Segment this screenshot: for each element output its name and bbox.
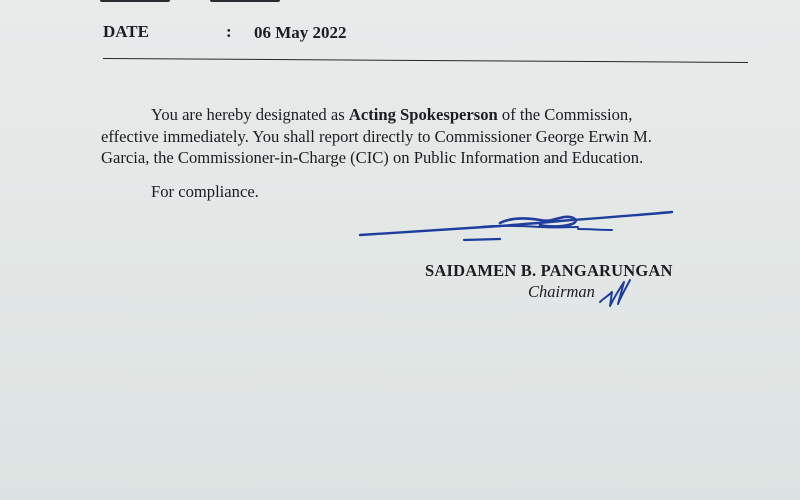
signatory-name: SAIDAMEN B. PANGARUNGAN bbox=[425, 261, 673, 280]
cropped-heading bbox=[100, 0, 340, 4]
signatory-title: Chairman bbox=[528, 282, 595, 301]
designation-title: Acting Spokesperson bbox=[348, 105, 498, 124]
body-paragraph bbox=[101, 104, 731, 169]
date-colon: : bbox=[226, 22, 232, 41]
body-line-3: Garcia, the Commissioner-in-Charge (CIC) on Public Information and Education. bbox=[101, 148, 644, 167]
cropped-heading-fragment bbox=[100, 0, 170, 2]
closing-text: For compliance. bbox=[151, 182, 259, 201]
cropped-heading-fragment bbox=[210, 0, 280, 2]
date-label: DATE bbox=[103, 22, 149, 41]
handwritten-signature bbox=[350, 205, 690, 265]
body-line-1-end: of the Commission, bbox=[497, 105, 633, 124]
body-line-2: effective immediately. You shall report directly to Commissioner George Erwin M. bbox=[101, 126, 652, 146]
header-divider bbox=[103, 58, 748, 63]
body-line-1-start: You are hereby designated as bbox=[151, 105, 349, 124]
handwritten-initial bbox=[596, 276, 636, 310]
date-value: 06 May 2022 bbox=[254, 23, 347, 42]
body-line-1 bbox=[101, 104, 731, 126]
